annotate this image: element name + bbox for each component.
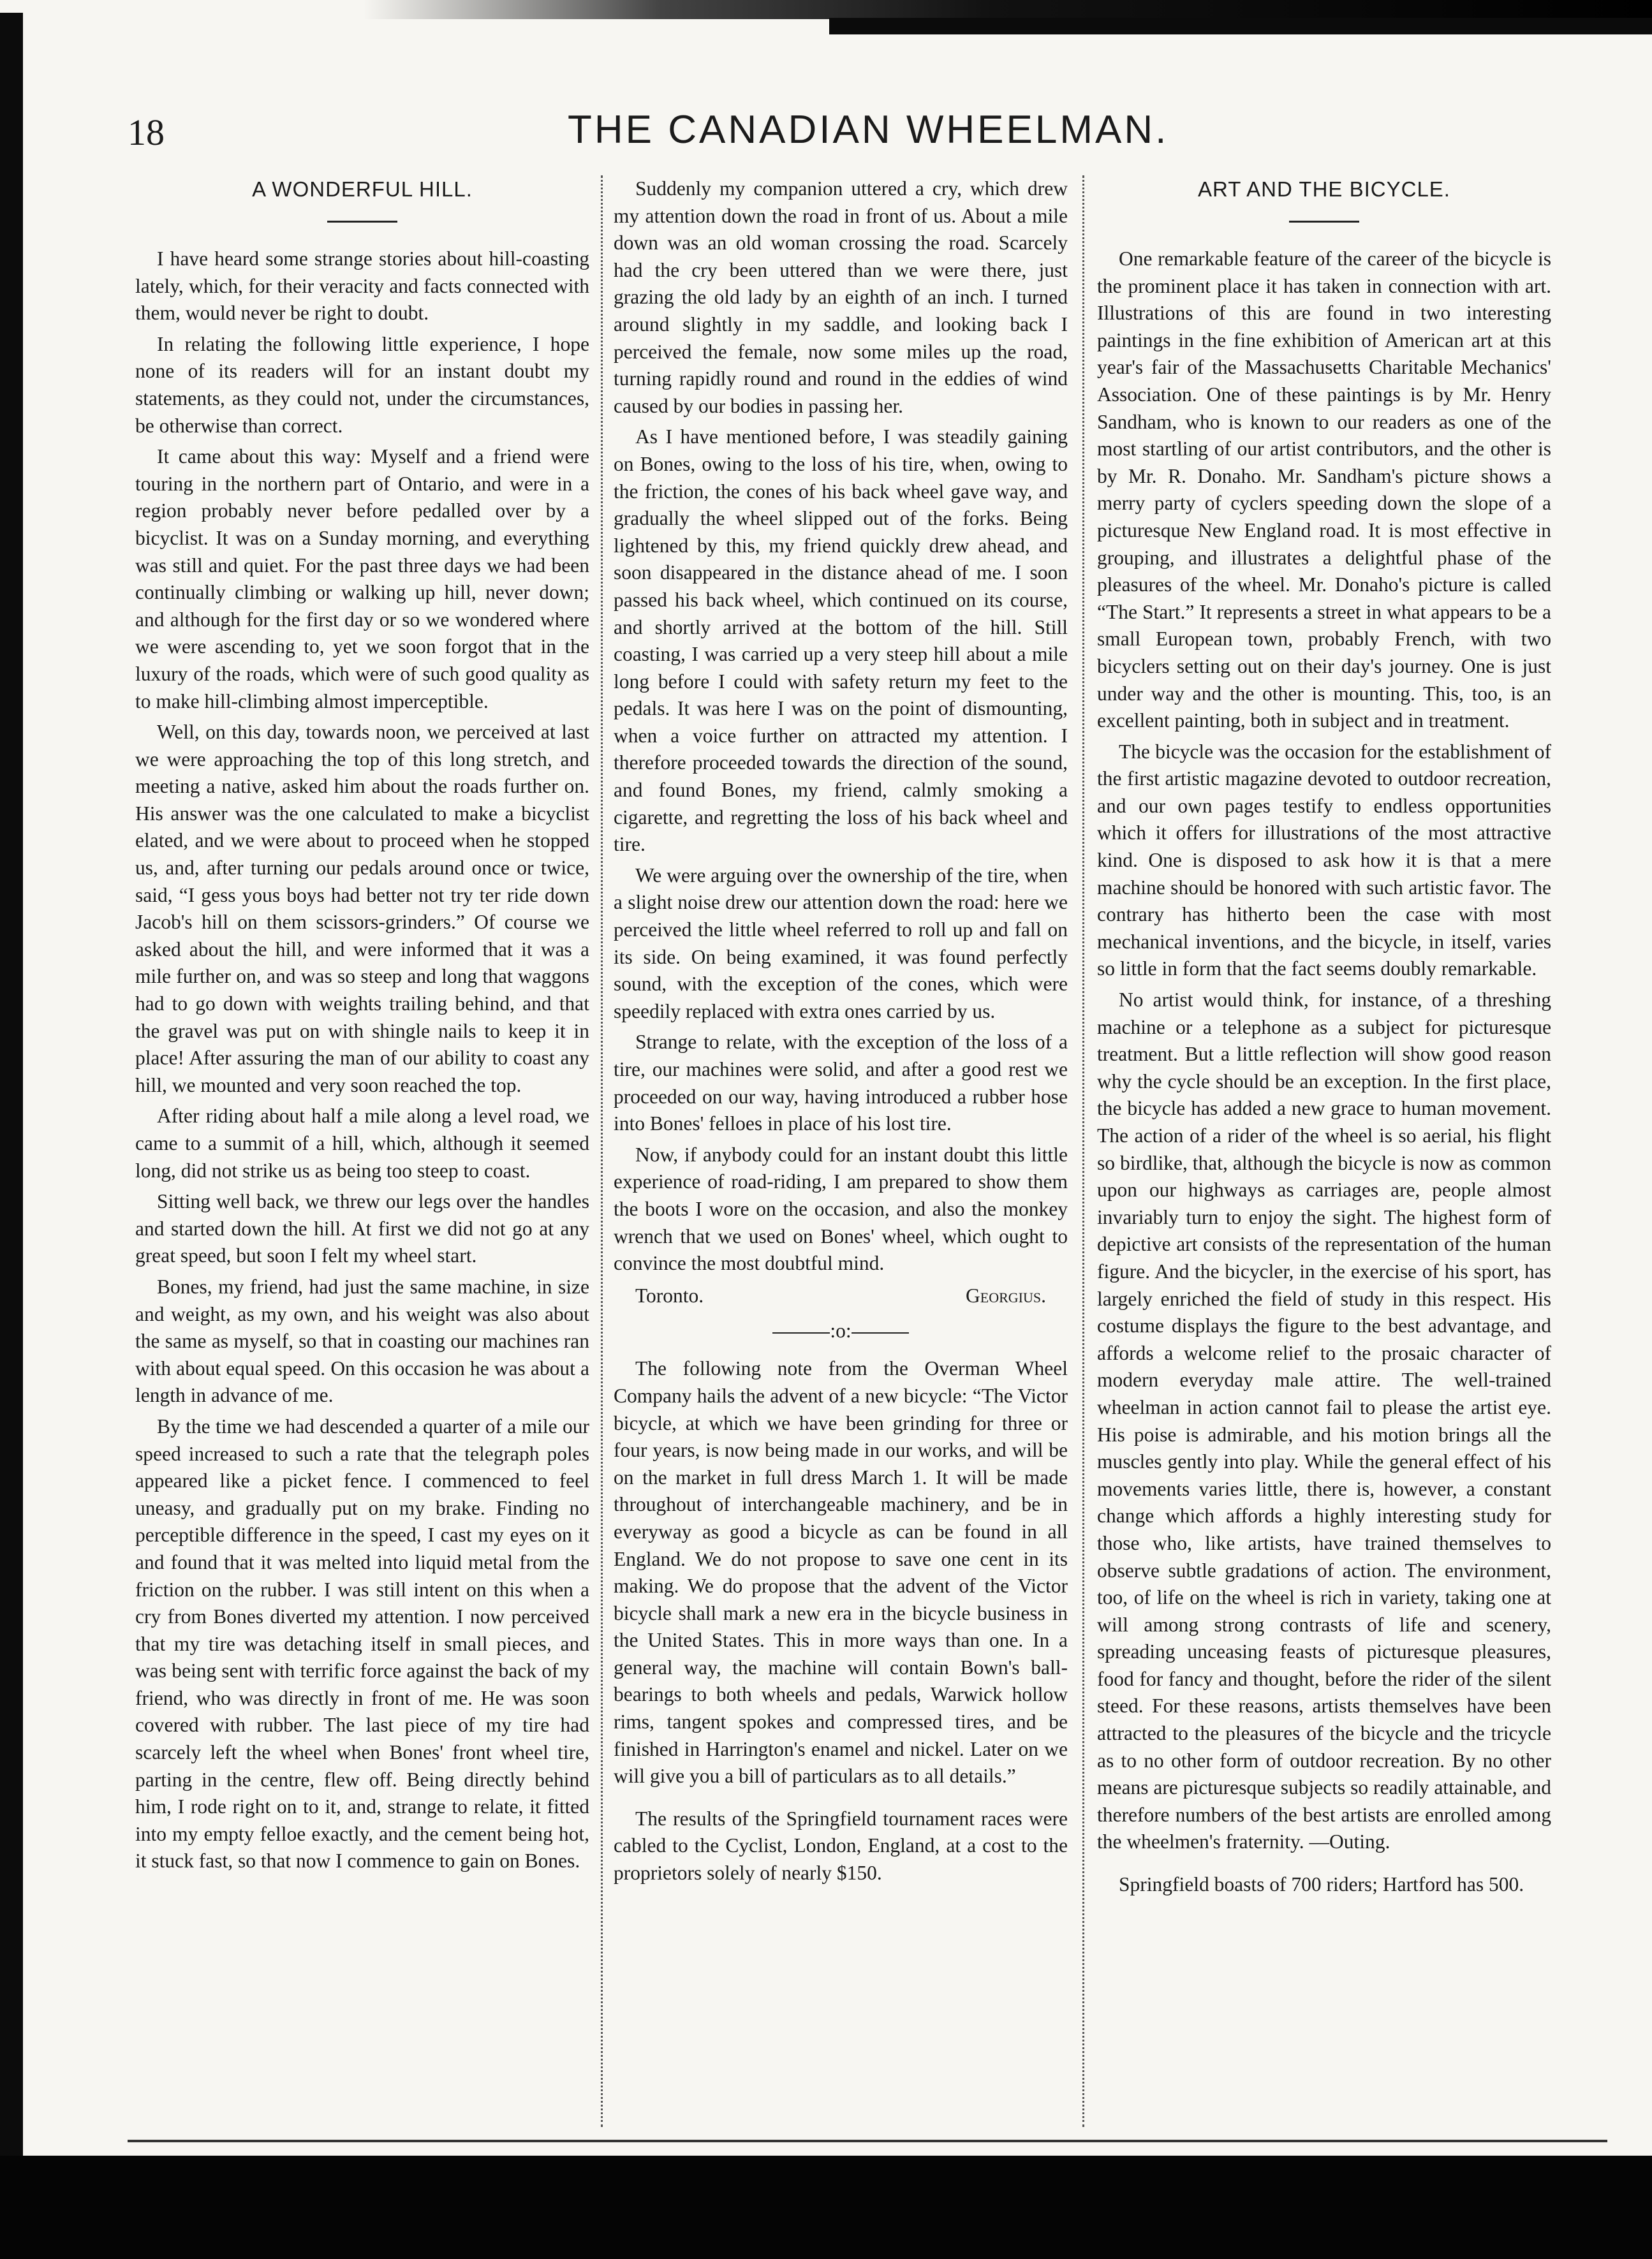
article-signature bbox=[614, 1283, 1068, 1310]
masthead-title: THE CANADIAN WHEELMAN. bbox=[568, 108, 1169, 152]
scan-edge-bottom bbox=[0, 2156, 1652, 2259]
scan-edge-top bbox=[0, 0, 1652, 19]
scan-edge-left bbox=[0, 13, 23, 2259]
paragraph: Well, on this day, towards noon, we perceived at last we were approaching the top of this long stretch, and meeting a native, asked him about the roads further on. His answer was the one calculated to make a bicyclist elated, and we were about to proceed when he stopped us, and, after turning our pedals around once or twice, said, “I gess yous boys had better not try ter ride down Jacob's hill on them scissors-grinders.” Of course we asked about the hill, and were informed that it was a mile further on, and was so steep and long that waggons had to go down with weights trailing behind, and that the gravel was put on with shingle nails to keep it in place! After assuring the man of our ability to coast any hill, we mounted and very soon reached the top. bbox=[135, 721, 589, 1096]
signature-author: Georgius. bbox=[966, 1284, 1046, 1307]
column-divider bbox=[1082, 175, 1084, 2127]
paragraph: Springfield boasts of 700 riders; Hartford has 500. bbox=[1119, 1873, 1524, 1896]
title-rule bbox=[135, 207, 589, 233]
bottom-rule bbox=[128, 2140, 1607, 2142]
article-title: ART AND THE BICYCLE. bbox=[1198, 177, 1450, 201]
page-number: 18 bbox=[128, 112, 165, 153]
column-left bbox=[135, 175, 589, 1875]
title-rule bbox=[1097, 207, 1551, 233]
paragraph: After riding about half a mile along a level road, we came to a summit of a hill, which, although it seemed long, did not strike us as being too steep to coast. bbox=[135, 1105, 589, 1182]
paragraph: By the time we had descended a quarter of a mile our speed increased to such a rate that the telegraph poles appeared like a picket fence. I commenced to feel uneasy, and gradually put on my brake. Finding no perceptible difference in the speed, I cast my eyes on it and found that it was melted into liquid metal from the friction on the rubber. I was still intent on this when a cry from Bones diverted my attention. I now perceived that my tire was detaching itself in small pieces, and was being sent with terrific force against the back of my friend, who was directly in front of me. He was soon covered with rubber. The last piece of my tire had scarcely left the wheel when Bones' front wheel tire, parting in the centre, flew off. Being directly behind him, I rode right on to it, and, strange to relate, it fitted into my empty felloe exactly, and the cement being hot, it stuck fast, so that now I commence to gain on Bones. bbox=[135, 1415, 589, 1873]
paragraph: As I have mentioned before, I was steadily gaining on Bones, owing to the loss of his tire, when, owing to the friction, the cones of his back wheel gave way, and gradually the wheel slipped out of the forks. Being lightened by this, my friend quickly drew ahead, and soon disappeared in the distance ahead of me. I soon passed his back wheel, which continued on its course, and shortly arrived at the bottom of the hill. Still coasting, I was carried up a very steep hill about a mile long before I could with safety return my feet to the pedals. It was here I was on the point of dismounting, when a voice further on attracted my attention. I therefore proceeded towards the direction of the sound, and found Bones, my friend, calmly smoking a cigarette, and regretting the loss of his back wheel and tire. bbox=[614, 425, 1068, 856]
paragraph: Suddenly my companion uttered a cry, which drew my attention down the road in front of us. About a mile down was an old woman crossing the road. Scarcely had the cry been uttered than we were there, just grazing the old lady by an eighth of an inch. I turned around slightly in my saddle, and looking back I perceived the female, now some miles up the road, turning rapidly round and round in the eddies of wind caused by our bodies in passing her. bbox=[614, 177, 1068, 417]
paragraph: We were arguing over the ownership of the tire, when a slight noise drew our attention down the road: here we perceived the little wheel referred to roll up and fall on its side. On being examined, it was found perfectly sound, with the exception of the cones, which were speedily replaced with extra ones carried by us. bbox=[614, 864, 1068, 1022]
paragraph: I have heard some strange stories about hill-coasting lately, which, for their veracity and facts connected with them, would never be right to doubt. bbox=[135, 247, 589, 325]
article-title: A WONDERFUL HILL. bbox=[252, 177, 473, 201]
divider-mark: :o: bbox=[830, 1320, 852, 1343]
paragraph: The results of the Springfield tournament races were cabled to the Cyclist, London, England, at a cost to the proprietors solely of nearly $150. bbox=[614, 1807, 1068, 1885]
signature-place: Toronto. bbox=[635, 1284, 704, 1307]
paragraph: Strange to relate, with the exception of the loss of a tire, our machines were solid, and after a good rest we proceeded on our way, having introduced a rubber hose into Bones' felloes in place of his lost tire. bbox=[614, 1031, 1068, 1135]
paragraph: In relating the following little experience, I hope none of its readers will for an instant doubt my statements, as they could not, under the circumstances, be otherwise than correct. bbox=[135, 332, 589, 437]
paragraph: It came about this way: Myself and a friend were touring in the northern part of Ontario, and were in a region probably never before pedalled over by a bicyclist. It was on a Sunday morning, and everything was still and quiet. For the past three days we had been continually climbing or walking up hill, never down; and although for the first day or so we wondered where we were ascending to, yet we soon forgot that in the luxury of the roads, which were of such good quality as to make hill-climbing almost imperceptible. bbox=[135, 445, 589, 712]
column-right bbox=[1097, 175, 1551, 1899]
paragraph: Now, if anybody could for an instant doubt this little experience of road-riding, I am prepared to show them the boots I wore on the occasion, and also the monkey wrench that we used on Bones' wheel, which ought to convince the most doubtful mind. bbox=[614, 1143, 1068, 1275]
paragraph: No artist would think, for instance, of a threshing machine or a telephone as a subject for picturesque treatment. But a little reflection will show good reason why the cycle should be an exception. In the first place, the bicycle has added a new grace to human movement. The action of a rider of the wheel is so aerial, his flight so birdlike, that, although the bicycle is now as common upon our highways as carriages are, people almost invariably turn to enjoy the sight. The highest form of depictive art consists of the representation of the human figure. And the bicycler, in the exercise of his sport, has largely enriched the field of study in this respect. His costume displays the figure to the best advantage, and affords a welcome relief to the prosaic character of modern everyday male attire. The well-trained wheelman in action cannot fail to please the artist eye. His poise is admirable, and his motion brings all the muscles gently into play. While the general effect of his movements varies little, there is, however, a constant change which affords a highly interesting study for those who, like artists, have trained themselves to observe subtle gradations of action. The environment, too, of life on the wheel is rich in variety, taking one at will among strong contrasts of life and scenery, spreading unceasing feasts of picturesque pleasures, food for fancy and thought, before the rider of the silent steed. For these reasons, artists themselves have been attracted to the pleasures of the bicycle and the tricycle as to no other form of outdoor recreation. By no other means are picturesque subjects so readily attainable, and therefore numbers of the best artists are enrolled among the wheelmen's fraternity. —Outing. bbox=[1097, 989, 1551, 1853]
paragraph: The bicycle was the occasion for the establishment of the first artistic magazine devoted to outdoor recreation, and our own pages testify to endless opportunities which it offers for illustrations of the most attractive kind. One is disposed to ask how it is that a mere machine should be honored with such artistic favor. The contrary has hitherto been the case with most mechanical inventions, and the bicycle, in itself, varies so little in form that the fact seems doubly remarkable. bbox=[1097, 740, 1551, 980]
column-middle bbox=[614, 175, 1068, 1887]
column-divider bbox=[601, 175, 603, 2127]
scan-edge-top-dark bbox=[829, 18, 1652, 34]
paragraph: Bones, my friend, had just the same machine, in size and weight, as my own, and his weight was also about the same as myself, so that in coasting our machines ran with about equal speed. On this occasion he was about a length in advance of me. bbox=[135, 1275, 589, 1407]
paragraph: One remarkable feature of the career of the bicycle is the prominent place it has taken in connection with art. Illustrations of this are found in two interesting paintings in the fine exhibition of American art at this year's fair of the Massachusetts Charitable Mechanics' Association. One of these paintings is by Mr. Henry Sandham, who is known to our readers as one of the most startling of our artist contributors, and the other is by Mr. R. Donaho. Mr. Sandham's picture shows a merry party of cyclers speeding down the slope of a picturesque New England road. It is most effective in grouping, and illustrates a delightful phase of the pleasures of the wheel. Mr. Donaho's picture is called “The Start.” It represents a street in what appears to be a small European town, probably French, with two bicyclers setting out on their day's journey. One is just under way and the other is mounting. This, too, is an excellent painting, both in subject and in treatment. bbox=[1097, 247, 1551, 732]
page-header bbox=[128, 107, 1620, 165]
paragraph: The following note from the Overman Wheel Company hails the advent of a new bicycle: “The Victor bicycle, at which we have been grinding for three or four years, is now being made in our works, and will be on the market in full dress March 1. It will be made throughout of interchangeable machinery, and be in everyway as good a bicycle as can be found in all England. We do not propose to save one cent in its making. We do propose that the advent of the Victor bicycle shall mark a new era in the bicycle business in the United States. This in more ways than one. In a general way, the machine will contain Bown's ball-bearings to both wheels and pedals, Warwick hollow rims, tangent spokes and compressed tires, and be finished in Harrington's enamel and nickel. Later on we will give you a bill of particulars as to all details.” bbox=[614, 1357, 1068, 1788]
section-divider bbox=[614, 1318, 1068, 1344]
paragraph: Sitting well back, we threw our legs over the handles and started down the hill. At first we did not go at any great speed, but soon I felt my wheel start. bbox=[135, 1190, 589, 1267]
